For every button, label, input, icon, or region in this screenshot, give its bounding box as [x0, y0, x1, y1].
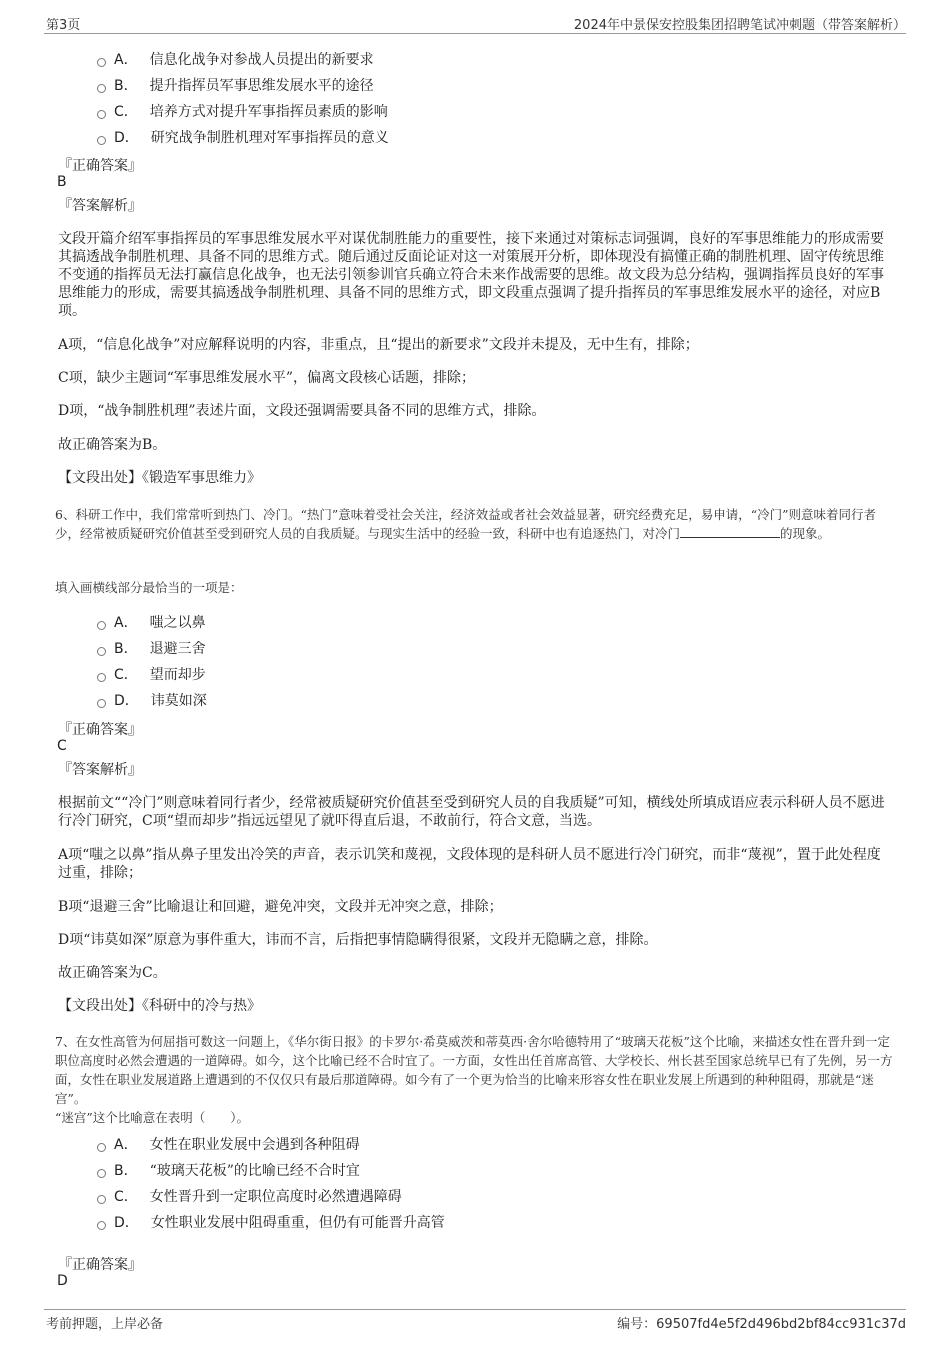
- radio-icon[interactable]: [97, 1143, 106, 1152]
- radio-icon[interactable]: [97, 1195, 106, 1204]
- q5-correct-label: 『正确答案』: [58, 158, 142, 174]
- q6-instruction: 填入画横线部分最恰当的一项是：: [55, 580, 243, 595]
- q7-correct-label: 『正确答案』: [58, 1257, 142, 1273]
- document-title: 2024年中景保安控股集团招聘笔试冲刺题（带答案解析）: [573, 18, 906, 33]
- q7-option-a[interactable]: A． 女性在职业发展中会遇到各种阻碍: [97, 1134, 360, 1154]
- q6-analysis-b: B项“退避三舍”比喻退让和回避，避免冲突，文段并无冲突之意，排除；: [58, 899, 503, 915]
- q5-option-b[interactable]: B． 提升指挥员军事思维发展水平的途径: [97, 75, 374, 95]
- page-number: 第3页: [46, 18, 81, 33]
- q5-answer: B: [57, 174, 67, 190]
- q6-conclusion: 故正确答案为C。: [58, 965, 167, 981]
- footer-slogan: 考前押题，上岸必备: [46, 1317, 164, 1332]
- q7-option-b[interactable]: B． “玻璃天花板”的比喻已经不合时宜: [97, 1160, 360, 1180]
- q6-option-b[interactable]: B． 退避三舍: [97, 638, 206, 658]
- q6-analysis: 根据前文““冷门”则意味着同行者少，经常被质疑研究价值甚至受到研究人员的自我质疑”可知，横线处所填成语应表示科研人员不愿进行冷门研究，C项“望而却步”指远远望见了就吓得直后退，不敢前行，符合文意，当选。: [58, 795, 885, 829]
- q5-conclusion: 故正确答案为B。: [58, 437, 167, 453]
- radio-icon[interactable]: [97, 58, 106, 67]
- q6-analysis-d: D项“讳莫如深”原意为事件重大，讳而不言，后指把事情隐瞒得很紧，文段并无隐瞒之意，排除。: [58, 932, 658, 948]
- q7-answer: D: [57, 1273, 68, 1289]
- q5-analysis-a: A项，“信息化战争”对应解释说明的内容，非重点，且“提出的新要求”文段并未提及，无中生有，排除；: [58, 337, 699, 353]
- q6-correct-label: 『正确答案』: [58, 722, 142, 738]
- q6-option-c[interactable]: C． 望而却步: [97, 664, 206, 684]
- radio-icon[interactable]: [97, 1221, 106, 1230]
- q7-stem: 7、在女性高管为何屈指可数这一问题上，《华尔街日报》的卡罗尔·希莫威茨和蒂莫西·舍尔哈德特用了“玻璃天花板”这个比喻，来描述女性在晋升到一定职位高度时必然会遭遇的一道障碍。如今，这个比喻已经不合时宜了。一方面，女性出任首席高管、大学校长、州长甚至国家总统早已有了先例，另一方面，女性在职业发展道路上遭遇到的不仅仅只有最后那道障碍。如今有了一个更为恰当的比喻来形容女性在职业发展上所遇到的种种阻碍，那就是“迷宫”。: [55, 1034, 893, 1106]
- q5-analysis-d: D项，“战争制胜机理”表述片面，文段还强调需要具备不同的思维方式，排除。: [58, 403, 546, 419]
- q5-option-d[interactable]: D． 研究战争制胜机理对军事指挥员的意义: [97, 127, 389, 147]
- q6-option-d[interactable]: D． 讳莫如深: [97, 690, 207, 710]
- q5-option-c[interactable]: C． 培养方式对提升军事指挥员素质的影响: [97, 101, 388, 121]
- radio-icon[interactable]: [97, 110, 106, 119]
- document-code: 编号：69507fd4e5f2d496bd2bf84cc931c37d: [617, 1317, 906, 1332]
- q7-question: “迷宫”这个比喻意在表明（ ）。: [55, 1110, 250, 1125]
- q6-answer: C: [57, 738, 67, 754]
- q6-source: 【文段出处】《科研中的冷与热》: [58, 998, 261, 1014]
- q6-option-a[interactable]: A． 嗤之以鼻: [97, 612, 206, 632]
- q5-analysis: 文段开篇介绍军事指挥员的军事思维发展水平对谋优制胜能力的重要性，接下来通过对策标志词强调，良好的军事思维能力的形成需要其搞透战争制胜机理、具备不同的思维方式。随后通过反面论证对这一对策展开分析，即体现没有搞懂正确的制胜机理、固守传统思维不变通的指挥员无法打赢信息化战争，也无法引领参训官兵确立符合未来作战需要的思维。故文段为总分结构，强调指挥员良好的军事思维能力的形成，需要其搞透战争制胜机理、具备不同的思维方式，即文段重点强调了提升指挥员的军事思维发展水平的途径，对应B项。: [58, 231, 884, 319]
- q5-analysis-c: C项，缺少主题词“军事思维发展水平”，偏离文段核心话题，排除；: [58, 370, 476, 386]
- q6-analysis-label: 『答案解析』: [58, 762, 142, 778]
- radio-icon[interactable]: [97, 84, 106, 93]
- q7-option-d[interactable]: D． 女性职业发展中阻碍重重，但仍有可能晋升高管: [97, 1212, 445, 1232]
- q5-option-a[interactable]: A． 信息化战争对参战人员提出的新要求: [97, 49, 374, 69]
- q6-analysis-a: A项“嗤之以鼻”指从鼻子里发出冷笑的声音，表示讥笑和蔑视，文段体现的是科研人员不愿进行冷门研究，而非“蔑视”，置于此处程度过重，排除；: [58, 847, 881, 881]
- radio-icon[interactable]: [97, 647, 106, 656]
- footer-divider: [44, 1309, 906, 1310]
- blank-line: [680, 525, 780, 538]
- radio-icon[interactable]: [97, 136, 106, 145]
- header-divider: [44, 33, 906, 34]
- q5-source: 【文段出处】《锻造军事思维力》: [58, 470, 261, 486]
- q6-stem: 6、科研工作中，我们常常听到热门、冷门。“热门”意味着受社会关注，经济效益或者社会效益显著，研究经费充足，易申请，“冷门”则意味着同行者少，经常被质疑研究价值甚至受到研究人员的自我质疑。与现实生活中的经验一致，科研中也有追逐热门，对冷门 的现象。: [55, 507, 877, 541]
- radio-icon[interactable]: [97, 673, 106, 682]
- q5-analysis-label: 『答案解析』: [58, 198, 142, 214]
- q7-option-c[interactable]: C． 女性晋升到一定职位高度时必然遭遇障碍: [97, 1186, 402, 1206]
- radio-icon[interactable]: [97, 1169, 106, 1178]
- radio-icon[interactable]: [97, 699, 106, 708]
- radio-icon[interactable]: [97, 621, 106, 630]
